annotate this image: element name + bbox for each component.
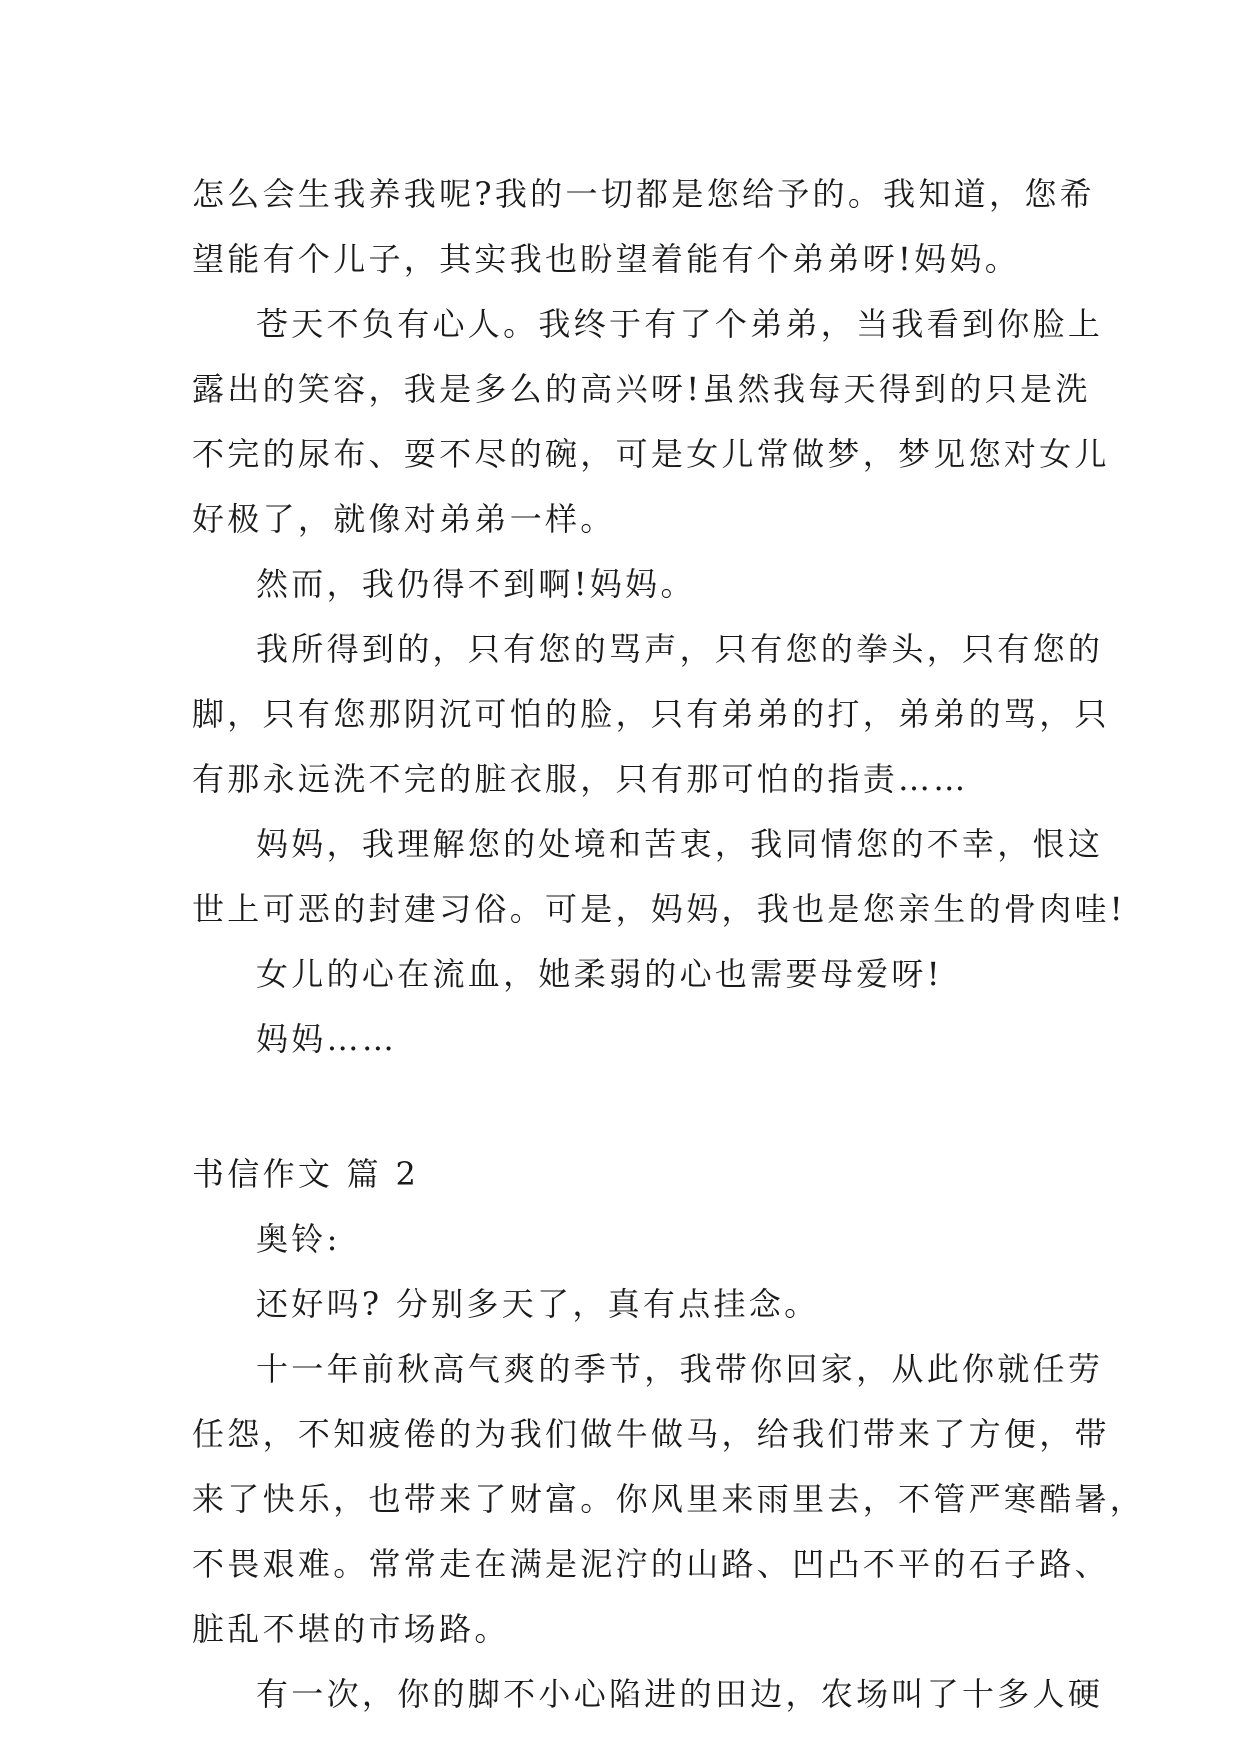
section-heading: 书信作文 篇 2 bbox=[192, 1155, 420, 1193]
paragraph-line: 然而，我仍得不到啊!妈妈。 bbox=[256, 565, 696, 603]
paragraph-line: 怎么会生我养我呢?我的一切都是您给予的。我知道，您希 bbox=[192, 175, 1095, 213]
paragraph-line: 有那永远洗不完的脏衣服，只有那可怕的指责…… bbox=[192, 760, 969, 798]
paragraph-line: 妈妈…… bbox=[256, 1020, 398, 1058]
paragraph-line: 女儿的心在流血，她柔弱的心也需要母爱呀! bbox=[256, 955, 943, 993]
paragraph-line: 还好吗? 分别多天了，真有点挂念。 bbox=[256, 1285, 820, 1323]
paragraph-line: 不畏艰难。常常走在满是泥泞的山路、凹凸不平的石子路、 bbox=[192, 1545, 1110, 1583]
paragraph-line: 有一次，你的脚不小心陷进的田边，农场叫了十多人硬 bbox=[256, 1675, 1104, 1713]
paragraph-line: 世上可恶的封建习俗。可是，妈妈，我也是您亲生的骨肉哇! bbox=[192, 890, 1126, 928]
document-body bbox=[192, 162, 1146, 1727]
salutation-line: 奥铃: bbox=[256, 1220, 341, 1258]
paragraph-line: 脏乱不堪的市场路。 bbox=[192, 1610, 510, 1648]
paragraph-line: 我所得到的，只有您的骂声，只有您的拳头，只有您的 bbox=[256, 630, 1104, 668]
paragraph-line: 露出的笑容，我是多么的高兴呀!虽然我每天得到的只是洗 bbox=[192, 370, 1091, 408]
paragraph-line: 苍天不负有心人。我终于有了个弟弟，当我看到你脸上 bbox=[256, 305, 1104, 343]
paragraph-line: 十一年前秋高气爽的季节，我带你回家，从此你就任劳 bbox=[256, 1350, 1104, 1388]
paragraph-line: 不完的尿布、耍不尽的碗，可是女儿常做梦，梦见您对女儿 bbox=[192, 435, 1110, 473]
paragraph-line: 好极了，就像对弟弟一样。 bbox=[192, 500, 616, 538]
paragraph-line: 任怨，不知疲倦的为我们做牛做马，给我们带来了方便，带 bbox=[192, 1415, 1110, 1453]
paragraph-line: 脚，只有您那阴沉可怕的脸，只有弟弟的打，弟弟的骂，只 bbox=[192, 695, 1110, 733]
section-gap bbox=[192, 1072, 1072, 1142]
paragraph-line: 来了快乐，也带来了财富。你风里来雨里去，不管严寒酷暑， bbox=[192, 1480, 1146, 1518]
paragraph-line: 望能有个儿子，其实我也盼望着能有个弟弟呀!妈妈。 bbox=[192, 240, 1021, 278]
paragraph-line: 妈妈，我理解您的处境和苦衷，我同情您的不幸，恨这 bbox=[256, 825, 1104, 863]
